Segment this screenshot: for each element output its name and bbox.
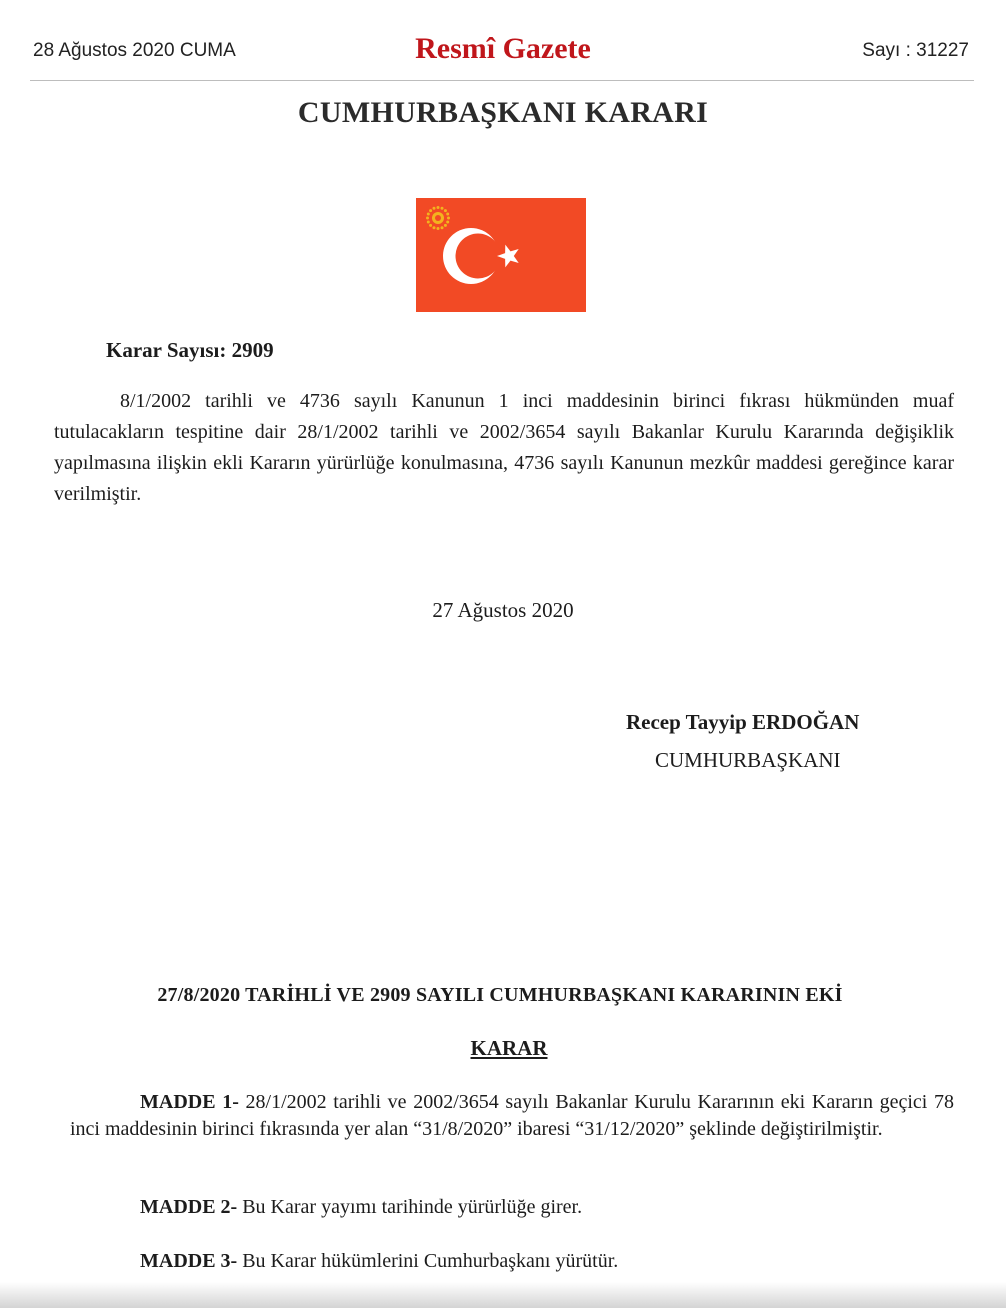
article-2-label: MADDE 2- xyxy=(140,1196,238,1218)
turkish-flag-icon xyxy=(416,198,586,312)
seal-star xyxy=(427,221,430,224)
article-1-label: MADDE 1- xyxy=(140,1091,239,1113)
header-divider xyxy=(30,80,974,81)
article-1-text: 28/1/2002 tarihli ve 2002/3654 sayılı Bakanlar Kurulu Kararının eki Kararın geçici 78 inci maddesinin birinci fıkrasında yer alan “31/8/2020” ibaresi “31/12/2020” şeklinde değiştirilmiştir. xyxy=(70,1091,954,1140)
annex-title: 27/8/2020 TARİHLİ VE 2909 SAYILI CUMHURBAŞKANI KARARININ EKİ xyxy=(157,984,843,1006)
seal-star xyxy=(447,217,450,220)
article-2-text: Bu Karar yayımı tarihinde yürürlüğe girer. xyxy=(242,1196,583,1218)
article-3 xyxy=(140,1250,618,1273)
seal-star xyxy=(432,226,435,229)
seal-star xyxy=(441,207,444,210)
seal-star xyxy=(437,227,440,230)
decision-date: 27 Ağustos 2020 xyxy=(432,598,574,622)
signatory-title: CUMHURBAŞKANI xyxy=(655,748,841,772)
seal-star xyxy=(429,224,432,227)
seal-star xyxy=(446,212,449,215)
seal-star xyxy=(426,217,429,220)
page-bottom-shadow xyxy=(0,1282,1006,1308)
header-issue: Sayı : 31227 xyxy=(862,40,969,61)
seal-star xyxy=(446,221,449,224)
seal-star xyxy=(444,209,447,212)
seal-star xyxy=(429,209,432,212)
gazette-name: Resmî Gazete xyxy=(415,32,591,65)
signatory-name: Recep Tayyip ERDOĞAN xyxy=(626,710,860,734)
seal-star xyxy=(427,212,430,215)
page-title: CUMHURBAŞKANI KARARI xyxy=(297,96,709,129)
seal-star xyxy=(432,207,435,210)
article-3-text: Bu Karar hükümlerini Cumhurbaşkanı yürütür. xyxy=(242,1250,619,1272)
decision-number: Karar Sayısı: 2909 xyxy=(106,338,274,362)
article-3-label: MADDE 3- xyxy=(140,1250,238,1272)
article-1 xyxy=(70,1089,954,1143)
seal-star xyxy=(437,206,440,209)
annex-subtitle: KARAR xyxy=(470,1036,548,1060)
seal-star xyxy=(444,224,447,227)
seal-star xyxy=(441,226,444,229)
intro-paragraph xyxy=(54,386,954,510)
header-date: 28 Ağustos 2020 CUMA xyxy=(33,40,236,61)
article-2 xyxy=(140,1196,582,1219)
intro-text: 8/1/2002 tarihli ve 4736 sayılı Kanunun 1 inci maddesinin birinci fıkrası hükmünden muaf tutulacakların tespitine dair 28/1/2002 tarihli ve 2002/3654 sayılı Bakanlar Kurulu Kararında değişiklik yapılmasına ilişkin ekli Kararın yürürlüğe konulmasına, 4736 sayılı Kanunun mezkûr maddesi gereğince karar verilmiştir. xyxy=(54,390,954,505)
